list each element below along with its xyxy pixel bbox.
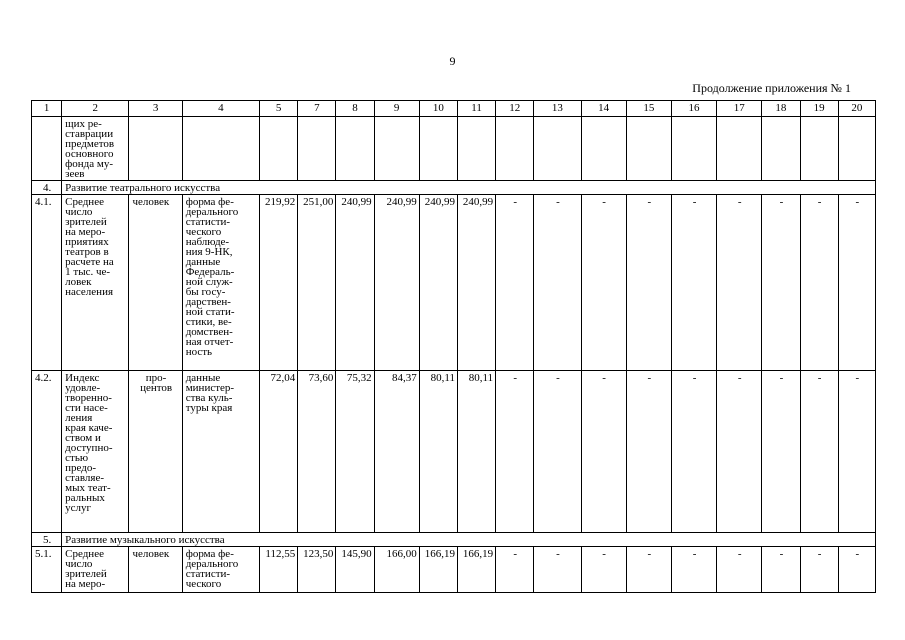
row-number-cell: 4.1. bbox=[32, 195, 62, 371]
value-cell: - bbox=[581, 371, 626, 533]
header-cell: 18 bbox=[762, 101, 800, 117]
header-cell: 10 bbox=[419, 101, 457, 117]
value-cell: 166,00 bbox=[374, 547, 419, 593]
value-cell bbox=[581, 117, 626, 181]
header-cell: 9 bbox=[374, 101, 419, 117]
value-cell: 112,55 bbox=[260, 547, 298, 593]
value-cell: - bbox=[581, 195, 626, 371]
value-cell: - bbox=[534, 371, 581, 533]
value-cell bbox=[457, 117, 495, 181]
page-number: 9 bbox=[449, 54, 456, 68]
indicator-name-cell: щих ре- ставрации предметов основного фонда му- зеев bbox=[62, 117, 129, 181]
header-cell: 12 bbox=[496, 101, 534, 117]
value-cell: - bbox=[626, 371, 671, 533]
header-cell: 19 bbox=[800, 101, 838, 117]
value-cell: 166,19 bbox=[457, 547, 495, 593]
value-cell: - bbox=[626, 547, 671, 593]
header-cell: 4 bbox=[182, 101, 259, 117]
indicator-name-cell: Среднее число зрителей на меро- bbox=[62, 547, 129, 593]
value-cell: - bbox=[717, 547, 762, 593]
value-cell: - bbox=[671, 547, 716, 593]
header-cell: 17 bbox=[717, 101, 762, 117]
row-number-cell bbox=[32, 117, 62, 181]
continuation-label: Продолжение приложения № 1 bbox=[692, 81, 851, 95]
indicators-table bbox=[31, 100, 876, 593]
value-cell: - bbox=[838, 371, 875, 533]
value-cell: - bbox=[800, 547, 838, 593]
header-cell: 11 bbox=[457, 101, 495, 117]
value-cell: - bbox=[671, 195, 716, 371]
value-cell: - bbox=[762, 371, 800, 533]
value-cell bbox=[626, 117, 671, 181]
unit-cell bbox=[129, 117, 182, 181]
table-row bbox=[32, 371, 876, 533]
indicator-name-cell: Среднее число зрителей на меро- приятиях театров в расчете на 1 тыс. че- ловек населения bbox=[62, 195, 129, 371]
header-cell: 15 bbox=[626, 101, 671, 117]
section-title: Развитие музыкального искусства bbox=[62, 533, 876, 547]
header-cell: 14 bbox=[581, 101, 626, 117]
value-cell: 240,99 bbox=[374, 195, 419, 371]
value-cell bbox=[496, 117, 534, 181]
value-cell bbox=[419, 117, 457, 181]
value-cell: - bbox=[800, 371, 838, 533]
value-cell: - bbox=[717, 371, 762, 533]
value-cell: 75,32 bbox=[336, 371, 374, 533]
value-cell bbox=[374, 117, 419, 181]
table-row bbox=[32, 117, 876, 181]
value-cell: - bbox=[717, 195, 762, 371]
value-cell: 80,11 bbox=[419, 371, 457, 533]
value-cell: 73,60 bbox=[298, 371, 336, 533]
value-cell bbox=[671, 117, 716, 181]
indicator-name-cell: Индекс удовле- творенно- сти насе- ления края каче- ством и доступно- стью предо- ставляе- мых теат- ральных услуг bbox=[62, 371, 129, 533]
value-cell: 80,11 bbox=[457, 371, 495, 533]
table-row bbox=[32, 195, 876, 371]
section-number: 5. bbox=[32, 533, 62, 547]
value-cell bbox=[717, 117, 762, 181]
value-cell: - bbox=[626, 195, 671, 371]
value-cell: 84,37 bbox=[374, 371, 419, 533]
header-cell: 1 bbox=[32, 101, 62, 117]
value-cell: - bbox=[496, 371, 534, 533]
value-cell: - bbox=[534, 195, 581, 371]
value-cell bbox=[534, 117, 581, 181]
source-cell: форма фе- дерального статисти- ческого наблюде- ния 9-НК, данные Федераль- ной служ- бы госу- дарствен- ной стати- стики, ве- домствен- ная отчет- ность bbox=[182, 195, 259, 371]
section-row bbox=[32, 181, 876, 195]
header-row bbox=[32, 101, 876, 117]
value-cell: 72,04 bbox=[260, 371, 298, 533]
value-cell: - bbox=[838, 195, 875, 371]
unit-cell: про- центов bbox=[129, 371, 182, 533]
value-cell: - bbox=[496, 195, 534, 371]
header-cell: 7 bbox=[298, 101, 336, 117]
value-cell: 240,99 bbox=[336, 195, 374, 371]
value-cell bbox=[260, 117, 298, 181]
unit-cell: человек bbox=[129, 195, 182, 371]
section-number: 4. bbox=[32, 181, 62, 195]
value-cell: 240,99 bbox=[457, 195, 495, 371]
value-cell: - bbox=[671, 371, 716, 533]
header-cell: 13 bbox=[534, 101, 581, 117]
header-cell: 2 bbox=[62, 101, 129, 117]
value-cell: - bbox=[762, 195, 800, 371]
value-cell bbox=[762, 117, 800, 181]
value-cell bbox=[800, 117, 838, 181]
value-cell: - bbox=[534, 547, 581, 593]
section-title: Развитие театрального искусства bbox=[62, 181, 876, 195]
header-cell: 8 bbox=[336, 101, 374, 117]
value-cell: 251,00 bbox=[298, 195, 336, 371]
row-number-cell: 4.2. bbox=[32, 371, 62, 533]
value-cell bbox=[298, 117, 336, 181]
value-cell bbox=[336, 117, 374, 181]
value-cell: 240,99 bbox=[419, 195, 457, 371]
value-cell: - bbox=[762, 547, 800, 593]
header-cell: 20 bbox=[838, 101, 875, 117]
table-row bbox=[32, 547, 876, 593]
value-cell: - bbox=[496, 547, 534, 593]
unit-cell: человек bbox=[129, 547, 182, 593]
value-cell: - bbox=[838, 547, 875, 593]
value-cell: 145,90 bbox=[336, 547, 374, 593]
value-cell: - bbox=[581, 547, 626, 593]
value-cell: 123,50 bbox=[298, 547, 336, 593]
source-cell bbox=[182, 117, 259, 181]
value-cell bbox=[838, 117, 875, 181]
source-cell: форма фе- дерального статисти- ческого bbox=[182, 547, 259, 593]
header-cell: 3 bbox=[129, 101, 182, 117]
source-cell: данные министер- ства куль- туры края bbox=[182, 371, 259, 533]
header-cell: 5 bbox=[260, 101, 298, 117]
row-number-cell: 5.1. bbox=[32, 547, 62, 593]
header-cell: 16 bbox=[671, 101, 716, 117]
section-row bbox=[32, 533, 876, 547]
value-cell: 166,19 bbox=[419, 547, 457, 593]
value-cell: - bbox=[800, 195, 838, 371]
value-cell: 219,92 bbox=[260, 195, 298, 371]
